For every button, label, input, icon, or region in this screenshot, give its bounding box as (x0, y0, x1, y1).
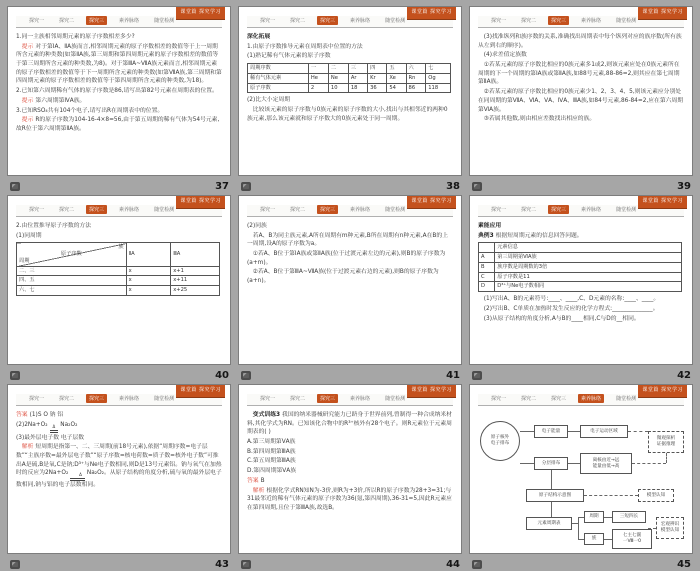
table-row (17, 243, 220, 266)
table-cell: x+1 (171, 266, 220, 276)
text-run: Δ (70, 473, 85, 481)
page-number: 39 (677, 180, 691, 192)
paragraph (478, 232, 684, 241)
table-row (479, 243, 682, 253)
paragraph (247, 411, 453, 437)
table-cell: 六 (406, 64, 426, 74)
diagram-edge (628, 431, 648, 432)
diagram-box-node: 原子结构示意图 (526, 489, 584, 502)
paragraph (478, 33, 684, 50)
text-run: 1.由原子序数推导元素在周期表中位置的方法 (247, 43, 363, 50)
concept-diagram (478, 415, 684, 553)
table-cell: C (479, 272, 495, 282)
text-run: C.第五周期第ⅢA族 (247, 458, 296, 465)
text-run: 比较该元素的原子序数与0族元素的原子序数的大小,找出与其相邻近的两种0族元素,那么该元素就和原子序数大的0族元素处于同一周期。 (247, 107, 448, 122)
table-cell: ⅢA (171, 243, 220, 266)
slide-thumbnail[interactable] (469, 384, 693, 554)
table-cell: 18 (348, 83, 367, 93)
table-cell: Rn (406, 73, 426, 83)
page-number: 43 (215, 558, 229, 570)
brand-mark (472, 371, 482, 380)
paragraph (478, 61, 684, 87)
text-run: (1)写出A、B的元素符号:____、____,C、D元素的名称:____、____。 (483, 296, 660, 303)
tab-5: 随堂检测 (616, 207, 637, 213)
diagram-edge (568, 431, 580, 432)
paragraph (16, 97, 222, 106)
ribbon-label: 课堂篇 探究学习 (176, 7, 225, 19)
diagram-edge (520, 431, 534, 432)
text-run: (1)S O 钠 铝 (29, 412, 64, 418)
text-run: 3.已知RSO₄共有104个电子,请写出R在周期表中的位置。 (16, 107, 164, 114)
table-cell: Kr (368, 73, 387, 83)
table-cell: 三 (348, 64, 367, 74)
text-run: R的原子序数为104-16-4×8=56,由于第五周期的稀有气体为54号元素,故R位于第六周期第ⅡA族。 (16, 117, 220, 132)
text-run: (2)写出B、C单质在加热时发生反应的化学方程式:______________。 (483, 305, 659, 312)
paragraph (247, 438, 453, 447)
brand-mark (10, 182, 20, 191)
slide-content (239, 217, 461, 289)
paragraph (247, 96, 453, 105)
table-cell: x+25 (171, 286, 220, 296)
paragraph (247, 222, 453, 231)
text-run: ①若A、B位于第ⅠA族或第ⅡA族(位于过渡元素左边的元素),则B的原子序数为(a+m)。 (247, 251, 446, 266)
text-run: (1)同周期 (16, 232, 42, 239)
data-table (478, 242, 682, 292)
paragraph (16, 421, 222, 433)
paragraph (247, 43, 453, 52)
table-cell: Og (426, 73, 451, 83)
tab-1: 探究一 (260, 18, 276, 24)
table-cell: 86 (406, 83, 426, 93)
tab-4: 素养脉络 (581, 18, 602, 24)
page-number: 41 (446, 369, 460, 381)
diagram-box-node: 周期 (584, 511, 604, 523)
text-run: 答案 (16, 412, 28, 418)
tab-2: 探究二 (59, 207, 75, 213)
tab-1: 探究一 (29, 18, 45, 24)
ribbon-label: 课堂篇 探究学习 (638, 385, 687, 397)
tab-5: 随堂检测 (154, 207, 175, 213)
table-cell: 稀有气体元素 (248, 73, 309, 83)
tab-4: 素养脉络 (119, 207, 140, 213)
diagram-edge (578, 517, 579, 539)
paragraph (247, 106, 453, 123)
paragraph (16, 411, 222, 420)
diagram-box-node: 离核由近→远 能量由低→高 (580, 453, 632, 474)
diagram-box-node: 电子能量 (534, 425, 568, 438)
table-cell: 七 (426, 64, 451, 74)
slide-footer (7, 365, 231, 382)
table-cell: Ar (348, 73, 367, 83)
slide-thumbnail[interactable] (469, 195, 693, 365)
table-cell: 四、五 (17, 276, 127, 286)
paragraph (478, 88, 684, 114)
paragraph (247, 467, 453, 476)
diagram-edge (632, 463, 666, 464)
slide-content (470, 28, 692, 127)
tab-1: 探究一 (491, 207, 507, 213)
paragraph (247, 477, 453, 486)
text-run: ①若某元素的原子序数比相应的0族元素多1或2,则该元素应处在0族元素所在周期的下一个周期的第ⅠA族或第ⅡA族,如88号元素,88-86=2,则其应在第七周期第ⅡA族。 (478, 62, 680, 86)
brand-mark (241, 371, 251, 380)
tab-4: 素养脉络 (350, 396, 371, 402)
text-run: Na₂O₂ (60, 421, 78, 428)
table-row (479, 262, 682, 272)
paragraph (16, 87, 222, 96)
tab-2: 探究二 (521, 396, 537, 402)
paragraph (16, 116, 222, 133)
diagram-edge (551, 470, 552, 489)
diagram-dashed-node: 宏观辨识 模型认知 (656, 517, 684, 539)
tab-5: 随堂检测 (385, 396, 406, 402)
slide-cell (238, 384, 462, 571)
slide-thumbnail[interactable] (7, 384, 231, 554)
table-cell: 54 (387, 83, 406, 93)
text-run: ②若某元素的原子序数比相应的0族元素少1、2、3、4、5,则该元素应分别处在同周期的第ⅦA、ⅥA、ⅤA、ⅣA、ⅢA族,如84号元素,86-84=2,应在第六周期第ⅥA族。 (478, 89, 684, 113)
brand-mark (10, 371, 20, 380)
paragraph (478, 315, 684, 324)
data-table (16, 242, 220, 296)
tab-1: 探究一 (260, 396, 276, 402)
table-cell: x (126, 286, 171, 296)
text-run: 对于第ⅠA、ⅡA族而言,相邻周期元素的原子序数相差的数值等于上一周期所含元素的种类数(如第ⅡA族,第三周期和第四周期元素的原子序数相差的数值等于第三周期所含元素的种类数,为8)。对于第ⅢA~ⅦA族元素而言,相邻周期元素的原子序数相差的数值等于下一周期所含元素的种类数(如第ⅦA族,第三周期和第四周期元素的原子序数相差的数值等于第四周期所含元素的种类数,为18)。 (16, 43, 222, 85)
table-cell: 原子序数 (248, 83, 309, 93)
tab-2: 探究二 (290, 396, 306, 402)
diagram-edge (666, 453, 667, 463)
diagram-box-node: 分层排布 (534, 457, 568, 470)
text-run: (3)从原子结构的角度分析,A与B的____相同,C与D的__相同。 (483, 315, 640, 322)
text-run: A.第三周期第ⅤA族 (247, 439, 296, 446)
table-cell: 一 (308, 64, 328, 74)
text-run: 2.已知第六周期稀有气体的原子序数是86,请写出第82号元素在周期表的位置。 (16, 88, 218, 95)
paragraph (247, 457, 453, 466)
text-run: 提示 (21, 97, 34, 104)
slide-content (8, 406, 230, 493)
slide-footer (238, 365, 462, 382)
table-cell: A (479, 253, 495, 263)
brand-mark (241, 182, 251, 191)
tab-4: 素养脉络 (578, 394, 604, 403)
slide-thumbnail[interactable] (238, 6, 462, 176)
text-run: 第六周期第ⅣA族。 (35, 97, 86, 104)
tab-1: 探究一 (491, 396, 507, 402)
slide-thumbnail[interactable] (238, 384, 462, 554)
paragraph (16, 434, 222, 443)
diagram-edge (584, 495, 638, 496)
text-run: (2)同族 (247, 223, 267, 229)
paragraph (16, 107, 222, 116)
slide-cell (469, 6, 693, 193)
table-row (479, 272, 682, 282)
tab-4: 素养脉络 (350, 18, 371, 24)
tab-3: 探究三 (86, 205, 107, 214)
text-run: 典例3 (478, 232, 494, 239)
table-cell: 族序数是周期数的3倍 (495, 262, 682, 272)
text-run: 素能应用 (478, 223, 502, 229)
table-cell: D (479, 282, 495, 292)
slide-cell (238, 6, 462, 193)
paragraph (478, 115, 684, 124)
table-cell: x (126, 266, 171, 276)
tab-4: 素养脉络 (119, 18, 140, 24)
text-run: ③若属其他数,则由相应差数找出相应的族。 (483, 116, 596, 123)
diagram-circle-node: 原子核外 电子排布 (480, 421, 520, 461)
text-run: (2)2Na+O₂ (16, 421, 48, 428)
cell-line: 族 (118, 244, 124, 251)
tab-3: 探究三 (317, 16, 338, 25)
table-row (479, 282, 682, 292)
slide-cell (7, 6, 231, 193)
table-cell: 36 (368, 83, 387, 93)
text-run: Δ (50, 425, 59, 433)
slide-cell (7, 195, 231, 382)
page-number: 38 (446, 180, 460, 192)
page-number: 40 (215, 369, 229, 381)
diagram-dashed-node: 模型认知 (638, 489, 674, 502)
diagram-box-node: 电子运动区域 (580, 425, 628, 438)
text-run: 短周期是指第一、二、三周期(前18号元素),依据“周期序数=电子层数”“主族序数=最外层电子数”“原子序数=核电荷数=质子数=核外电子数”可推出A是硫,B是氧,C是钠;D³⁺与Ne电子数相同,则D是13号元素铝。钠与氧气在加热时的反应为2Na+O₂ (16, 444, 222, 477)
tab-3: 探究三 (548, 16, 569, 25)
slide-footer (469, 554, 693, 571)
table-cell: Ne (328, 73, 348, 83)
brand-mark (241, 560, 251, 569)
table-cell: 元素信息 (495, 243, 682, 253)
slide-thumbnail[interactable] (238, 195, 462, 365)
slide-content (239, 28, 461, 126)
tab-1: 探究一 (491, 18, 507, 24)
slide-cell (7, 384, 231, 571)
table-row (17, 276, 220, 286)
paragraph (247, 448, 453, 457)
ribbon-label: 课堂篇 探究学习 (638, 7, 687, 19)
paragraph (16, 443, 222, 490)
table-cell: x+11 (171, 276, 220, 286)
text-run: 解析 (252, 487, 265, 494)
table-cell: 第三周期第ⅥA族 (495, 253, 682, 263)
table-cell: 周期序数 (248, 64, 309, 74)
cell-line: 原子序数 (60, 251, 82, 258)
ribbon-label: 课堂篇 探究学习 (407, 196, 456, 208)
table-cell: 原子序数是11 (495, 272, 682, 282)
slide-footer (238, 176, 462, 193)
text-run: 深化拓展 (247, 34, 271, 40)
tab-2: 探究二 (290, 207, 306, 213)
table-cell: 二 (328, 64, 348, 74)
diagram-edge (520, 463, 534, 464)
table-row (248, 83, 451, 93)
tab-3: 探究三 (317, 205, 338, 214)
slide-thumbnail[interactable] (7, 6, 231, 176)
diagram-box-node: 元素周期表 (526, 517, 572, 530)
page-number: 37 (215, 180, 229, 192)
text-run: 若A、B为同主族元素,A所在周期有m种元素,B所在周期有n种元素,A在B的上一周期,设A的原子序数为a。 (247, 232, 448, 248)
paragraph (247, 487, 453, 513)
diagram-box-node: 七主七副 一Ⅷ一0 (612, 529, 652, 549)
text-run: Na₂O₂。从原子结构的角度分析,硫与氧的最外层电子数相同,钠与铝的电子层数相同。 (16, 470, 222, 489)
brand-mark (472, 182, 482, 191)
tab-5: 随堂检测 (385, 207, 406, 213)
paragraph (16, 222, 222, 231)
ribbon-label: 课堂篇 探究学习 (176, 385, 225, 397)
text-run: 2.由位置推导原子序数的方法 (16, 223, 92, 229)
tab-5: 随堂检测 (385, 18, 406, 24)
table-cell: x (126, 276, 171, 286)
diagram-dashed-node: 微观探析 证据推理 (648, 431, 684, 453)
page-number: 42 (677, 369, 691, 381)
tab-5: 随堂检测 (154, 396, 175, 402)
table-cell: 2 (308, 83, 328, 93)
slide-footer (7, 176, 231, 193)
paragraph (478, 295, 684, 304)
tab-2: 探究二 (521, 207, 537, 213)
paragraph (247, 33, 453, 42)
tab-3: 探究三 (86, 16, 107, 25)
tab-1: 探究一 (29, 207, 45, 213)
diagram-box-node: 三短四长 (612, 511, 646, 523)
slide-footer (469, 176, 693, 193)
text-run: 根据短周期元素的信息回答问题。 (495, 232, 583, 239)
table-cell: He (308, 73, 328, 83)
table-cell: 118 (426, 83, 451, 93)
text-run: 提示 (21, 43, 34, 50)
table-cell (479, 243, 495, 253)
text-run: (1)熟记稀有气体元素的原子序数 (247, 53, 331, 60)
text-run: (3)最外层电子数 电子层数 (16, 434, 85, 441)
text-run: 1.同一主族相邻周期元素的原子序数相差多少? (16, 34, 135, 40)
paragraph (478, 222, 684, 231)
slide-thumbnail[interactable] (469, 6, 693, 176)
tab-4: 素养脉络 (350, 207, 371, 213)
table-row (248, 73, 451, 83)
text-run: 解析 (21, 444, 34, 451)
text-run: B (260, 477, 265, 484)
data-table (247, 63, 451, 93)
slide-content (470, 217, 692, 326)
text-run: 根据化学式RN知N为-3价,则R为+3价,所以R的原子序数为28+3=31;与31最邻近的稀有气体元素的原子序数为36(氪,第四周期),36-31=5,因此R元素应在第四周期,且位于第ⅢA族,故选B。 (247, 487, 452, 511)
table-cell (17, 243, 127, 266)
table-cell: 四 (368, 64, 387, 74)
tab-4: 素养脉络 (119, 396, 140, 402)
diagram-edge (551, 502, 552, 517)
paragraph (16, 43, 222, 86)
text-run: 答案 (247, 477, 259, 484)
paragraph (16, 33, 222, 42)
paragraph (478, 305, 684, 314)
cell-line: 周期 (19, 257, 30, 264)
page-number: 44 (446, 558, 460, 570)
table-cell: D³⁺与Ne电子数相同 (495, 282, 682, 292)
table-cell: 六、七 (17, 286, 127, 296)
tab-5: 随堂检测 (616, 396, 637, 402)
text-run: D.第四周期第ⅤA族 (247, 468, 297, 475)
slide-thumbnail[interactable] (7, 195, 231, 365)
diagram-box-node: 族 (584, 533, 604, 545)
slide-cell (238, 195, 462, 382)
table-cell: 10 (328, 83, 348, 93)
brand-mark (10, 560, 20, 569)
tab-2: 探究二 (521, 18, 537, 24)
text-run: 我国的纳米器械研究能力已跻身于世界前列,曾制得一种合成纳米材料,其化学式为RN。已知该化合物中的R³⁺核外有28个电子。则R元素位于元素周期表的( ) (247, 412, 452, 436)
diagram-edge (568, 463, 580, 464)
tab-2: 探究二 (290, 18, 306, 24)
table-cell: ⅡA (126, 243, 171, 266)
text-run: (3)找准纵列和族序数的关系,准确找出周期表中每个纵列对应的族序数(所有族从左到右的顺序)。 (478, 34, 682, 49)
paragraph (478, 51, 684, 60)
slide-cell (469, 195, 693, 382)
tab-2: 探究二 (59, 396, 75, 402)
tab-3: 探究三 (548, 205, 569, 214)
tab-1: 探究一 (260, 207, 276, 213)
slide-footer (7, 554, 231, 571)
ribbon-label: 课堂篇 探究学习 (407, 385, 456, 397)
brand-mark (472, 560, 482, 569)
table-cell: B (479, 262, 495, 272)
table-row (248, 64, 451, 74)
text-run: (4)求差值定族数 (483, 52, 527, 59)
text-run: B.第四周期第ⅢA族 (247, 448, 296, 455)
tab-3: 探究三 (86, 394, 107, 403)
paragraph (16, 232, 222, 241)
paragraph (247, 52, 453, 61)
slide-footer (238, 554, 462, 571)
diagram-edge (604, 517, 612, 518)
table-row (17, 266, 220, 276)
slide-content (470, 406, 692, 554)
text-run: 提示 (21, 117, 34, 124)
table-row (17, 286, 220, 296)
paragraph (247, 232, 453, 249)
diagram-edge (604, 539, 612, 540)
tab-3: 探究三 (551, 396, 567, 402)
text-run: (2)比大小定周期 (247, 97, 290, 104)
tab-5: 随堂检测 (616, 18, 637, 24)
text-run: 变式训练3 (252, 412, 281, 418)
slide-cell (469, 384, 693, 571)
table-cell: Xe (387, 73, 406, 83)
table-row (479, 253, 682, 263)
slide-footer (469, 365, 693, 382)
table-cell: 二、三 (17, 266, 127, 276)
tab-5: 随堂检测 (154, 18, 175, 24)
ribbon-label: 课堂篇 探究学习 (176, 196, 225, 208)
ribbon-label: 课堂篇 探究学习 (638, 196, 687, 208)
slide-content (8, 28, 230, 137)
paragraph (247, 268, 453, 285)
table-cell: 五 (387, 64, 406, 74)
paragraph (247, 250, 453, 267)
slide-content (8, 217, 230, 301)
tab-1: 探究一 (29, 396, 45, 402)
tab-3: 探究三 (317, 394, 338, 403)
text-run: ②若A、B位于第ⅢA~ⅦA族(位于过渡元素右边的元素),则B的原子序数为(a+n)。 (247, 269, 439, 285)
page-number: 45 (677, 558, 691, 570)
ribbon-label: 课堂篇 探究学习 (407, 7, 456, 19)
slide-content (239, 406, 461, 516)
tab-4: 素养脉络 (581, 207, 602, 213)
tab-2: 探究二 (59, 18, 75, 24)
